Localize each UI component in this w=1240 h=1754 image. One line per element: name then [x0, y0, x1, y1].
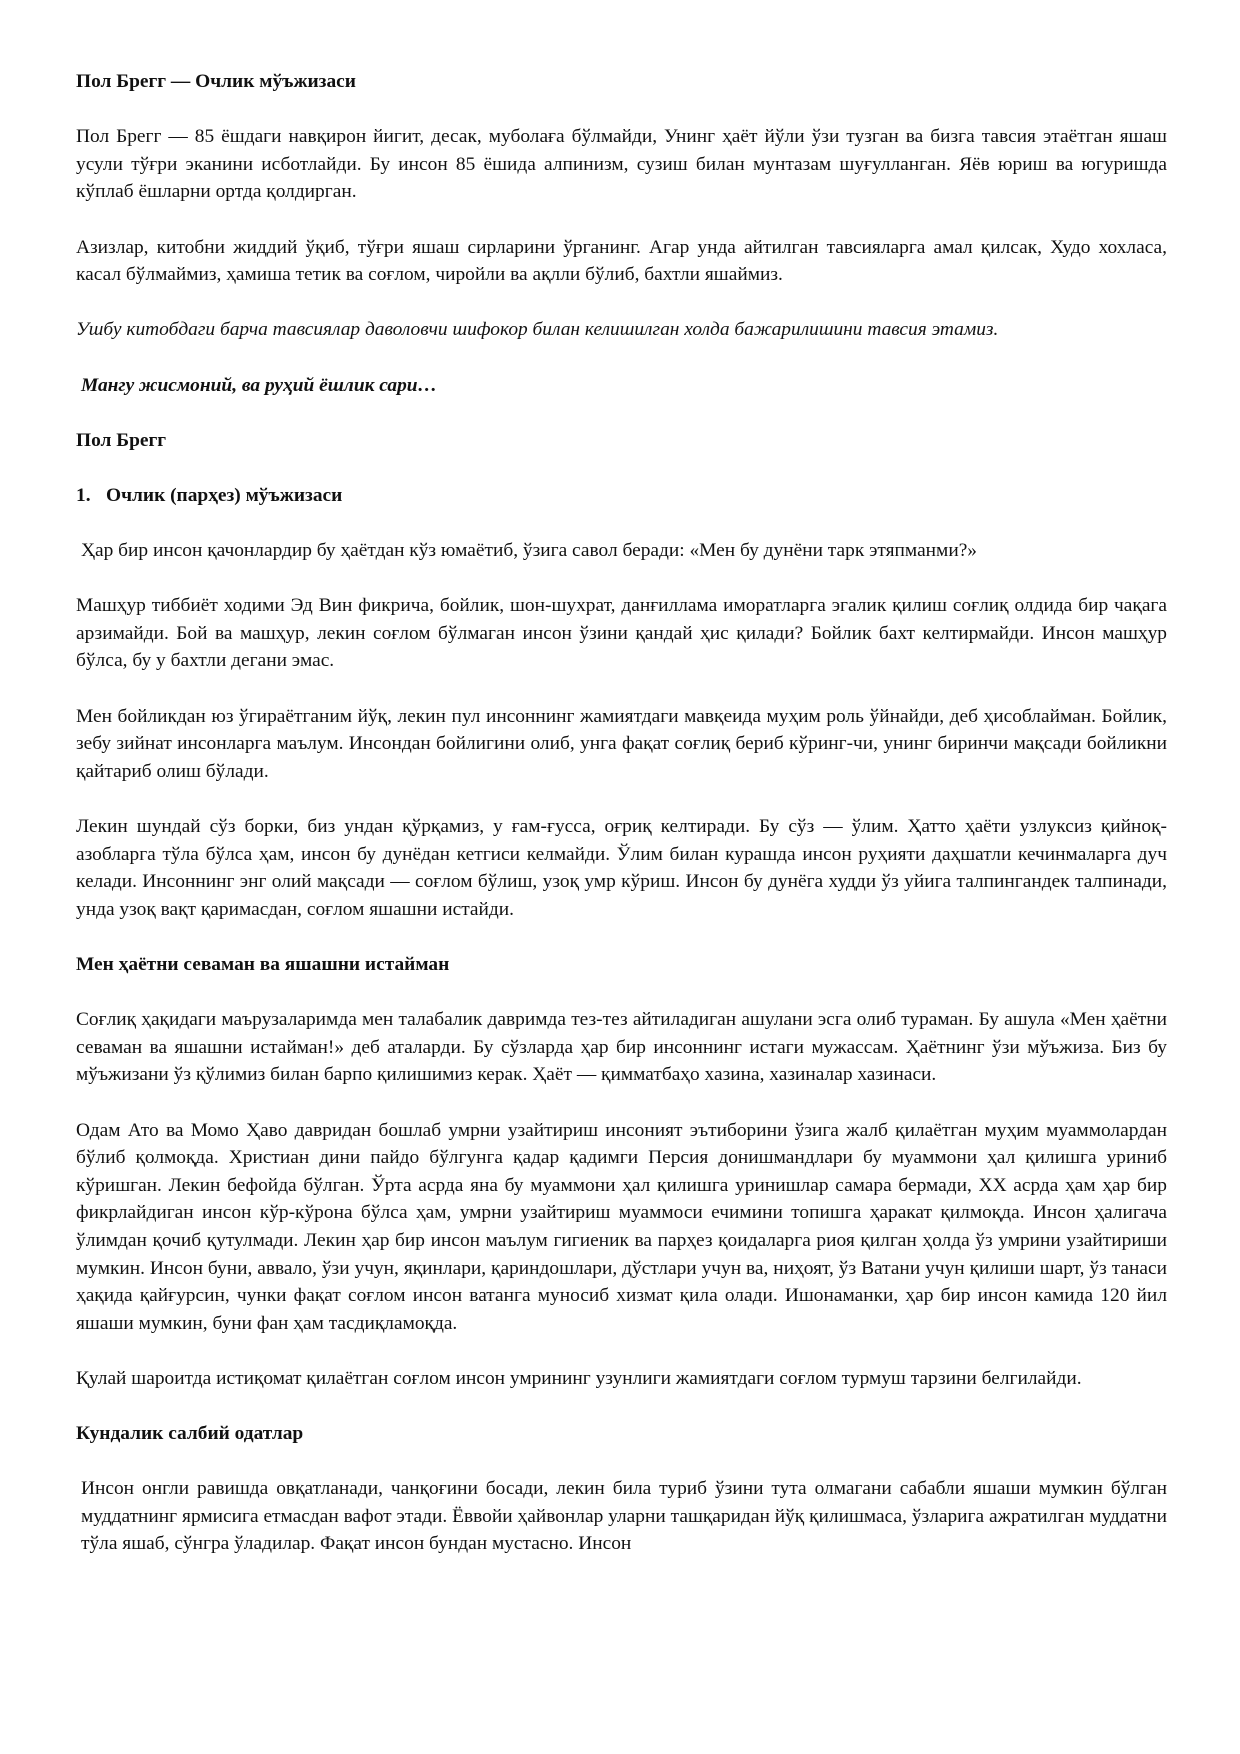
paragraph-5: Соғлиқ ҳақидаги маърузаларимда мен талабалик давримда тез-тез айтиладиган ашулани эсга олиб тураман. Бу ашула «Мен ҳаётни севаман ва яшашни истайман!» деб аталарди. Бу сўзларда ҳар бир инсоннинг истаги мужассам. Ҳаётнинг ўзи мўъжиза. Биз бу мўъжизани ўз қўлимиз билан барпо қилишимиз керак. Ҳаёт — қимматбаҳо хазина, хазиналар хазинаси. — [76, 1009, 1167, 1086]
author-name: Пол Брегг — [76, 429, 167, 451]
section-heading-1: Мен ҳаётни севаман ва яшашни истайман — [76, 954, 450, 975]
document-title: Пол Брегг — Очлик мўъжизаси — [76, 71, 356, 92]
motto: Мангу жисмоний, ва руҳий ёшлик сари… — [81, 374, 437, 396]
intro-paragraph-1: Пол Брегг — 85 ёшдаги навқирон йигит, десак, муболаға бўлмайди, Унинг ҳаёт йўли ўзи тузган ва бизга тавсия этаётган яшаш усули тўғри эканини исботлайди. Бу инсон 85 ёшида алпинизм, сузиш билан мунтазам шуғулланган. Яёв юриш ва югуришда кўплаб ёшларни ортда қолдирган. — [76, 126, 1167, 203]
paragraph-7: Қулай шароитда истиқомат қилаётган соғлом инсон умрининг узунлиги жамиятдаги соғлом турмуш тарзини белгилайди. — [76, 1367, 1082, 1389]
chapter-heading — [76, 482, 1167, 510]
section-heading-2: Кундалик салбий одатлар — [76, 1423, 304, 1445]
paragraph-2: Машҳур тиббиёт ходими Эд Вин фикрича, бойлик, шон-шухрат, данғиллама иморатларга эгалик қилиш соғлиқ олдида бир чақага арзимайди. Бой ва машҳур, лекин соғлом бўлмаган инсон ўзини қандай ҳис қилади? Бойлик бахт келтирмайди. Инсон машҳур бўлса, бу у бахтли дегани эмас. — [76, 595, 1167, 672]
paragraph-8: Инсон онгли равишда овқатланади, чанқоғини босади, лекин била туриб ўзини тута олмагани сабабли яшаши мумкин бўлган муддатнинг ярмисига етмасдан вафот этади. Ёввойи ҳайвонлар уларни ташқаридан йўқ қилишмаса, ўзларига ажратилган муддатни тўла яшаб, сўнгра ўладилар. Фақат инсон бундан мустасно. Инсон — [81, 1478, 1167, 1555]
chapter-title: Очлик (парҳез) мўъжизаси — [106, 484, 343, 506]
paragraph-4: Лекин шундай сўз борки, биз ундан қўрқамиз, у ғам-ғусса, оғриқ келтиради. Бу сўз — ўлим. Ҳатто ҳаёти узлуксиз қийноқ-азобларга тўла бўлса ҳам, инсон бу дунёдан кетгиси келмайди. Ўлим билан курашда инсон руҳияти даҳшатли кечинмаларга дуч келади. Инсоннинг энг олий мақсади — соғлом бўлиш, узоқ умр кўриш. Инсон бу дунёга худди ўз уйига талпингандек талпинади, унда узоқ вақт қаримасдан, соғлом яшашни истайди. — [76, 816, 1167, 920]
intro-paragraph-2: Азизлар, китобни жиддий ўқиб, тўғри яшаш сирларини ўрганинг. Агар унда айтилган тавсияларга амал қилсак, Худо хохласа, касал бўлмаймиз, ҳамиша тетик ва соғлом, чиройли ва ақлли бўлиб, бахтли яшаймиз. — [76, 236, 1167, 286]
disclaimer-paragraph: Ушбу китобдаги барча тавсиялар даволовчи шифокор билан келишилган холда бажарилишини тавсия этамиз. — [76, 319, 999, 341]
document-page — [76, 68, 1167, 1586]
chapter-number: 1. — [76, 484, 91, 506]
paragraph-3: Мен бойликдан юз ўгираётганим йўқ, лекин пул инсоннинг жамиятдаги мавқеида муҳим роль ўйнайди, деб ҳисоблайман. Бойлик, зебу зийнат инсонларга маълум. Инсондан бойлигини олиб, унга фақат соғлиқ бериб кўринг-чи, унинг биринчи мақсади бойликни қайтариб олиш бўлади. — [76, 705, 1167, 782]
paragraph-1: Ҳар бир инсон қачонлардир бу ҳаётдан кўз юмаётиб, ўзига савол беради: «Мен бу дунёни тарк этяпманми?» — [81, 540, 978, 562]
paragraph-6: Одам Ато ва Момо Ҳаво давридан бошлаб умрни узайтириш инсоният эътиборини ўзига жалб қилаётган муҳим муаммолардан бўлиб қолмоқда. Христиан дини пайдо бўлгунга қадар қадимги Персия донишмандлари бу муаммони ҳал қилишга уриниб кўришган. Лекин бефойда бўлган. Ўрта асрда яна бу муаммони ҳал қилишга уринишлар самара бермади, XX асрда ҳам ҳар бир фикрлайдиган инсон кўр-кўрона бўлса ҳам, умрни узайтириш муаммоси ечимини топишга ҳаракат қилмоқда. Инсон ҳалигача ўлимдан қочиб қутулмади. Лекин ҳар бир инсон маълум гигиеник ва парҳез қоидаларга риоя қилган ҳолда ўз умрини узайтириши мумкин. Инсон буни, аввало, ўзи учун, яқинлари, қариндошлари, дўстлари учун ва, ниҳоят, ўз Ватани учун қилиши шарт, ўз танаси ҳақида қайғурсин, чунки фақат соғлом инсон ватанга муносиб хизмат қила олади. Ишонаманки, ҳар бир инсон камида 120 йил яшаши мумкин, буни фан ҳам тасдиқламоқда. — [76, 1119, 1167, 1334]
